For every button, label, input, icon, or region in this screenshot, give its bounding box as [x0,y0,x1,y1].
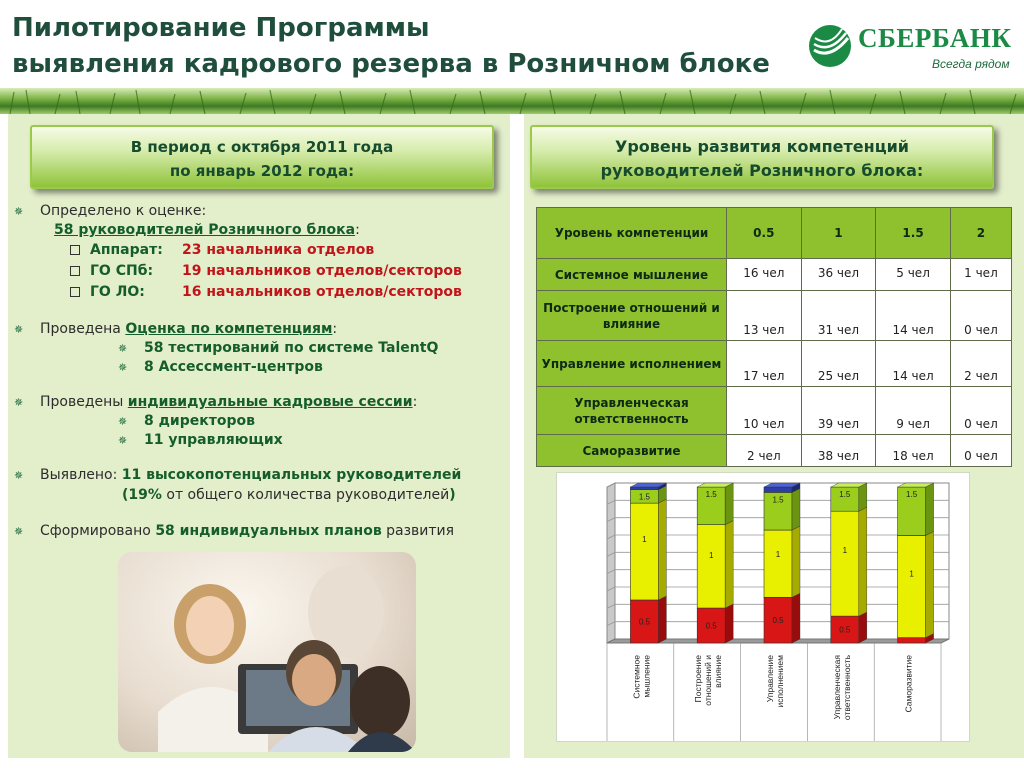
category-label: Саморазвитие [903,655,914,713]
table-row [537,341,1012,387]
table-row-label: Управленческая ответственность [537,387,727,435]
sberbank-logo [806,22,1016,82]
bullet-1-item [70,261,462,281]
bullet-4-bold: 11 высокопотенциальных руководителей [121,467,462,483]
bullet-2-item: 8 Ассессмент-центров [144,359,323,375]
bar-data-label: 0.5 [839,625,851,635]
bullet-4-line2 [122,485,456,505]
bullet-1-sub-link: 58 руководителей Розничного блока [54,222,356,238]
bar-segment-side [859,483,867,511]
bullet-4 [40,465,461,485]
category-label: Построение [693,655,704,703]
table-cell: 14 чел [876,341,951,387]
page-title-line2: выявления кадрового резерва в Розничном блоке [12,49,770,79]
bullet-1-intro: Определено к оценке: [40,203,207,219]
bar-data-label: 0.5 [772,616,784,626]
table-cell: 16 чел [727,259,802,291]
bar-segment-side [859,612,867,643]
bar-data-label: 1 [909,569,914,579]
competence-callout-line2: руководителей Розничного блока: [600,161,924,180]
bullet-4-intro: Выявлено: [40,467,122,483]
bar-segment-side [792,593,800,643]
bullet-3-item: 8 директоров [144,413,255,429]
category-label: Управление [765,655,775,703]
bar-data-label: 1.5 [772,495,784,505]
bar-data-label: 1 [842,546,848,556]
bullet-5-tail: развития [381,523,455,539]
bullet-1-item-value: 19 начальников отделов/секторов [182,263,462,279]
bullet-1-item [70,282,462,302]
page-title [12,10,772,82]
sub-bullet-icon: ✵ [118,434,128,447]
table-header-row [537,208,1012,259]
bar-data-label: 1 [775,549,781,559]
category-label: отношений и [703,655,714,706]
table-header-level: 1.5 [876,208,951,259]
bullet-3-colon: : [412,394,418,410]
bar-segment-side [658,499,666,600]
bar-segment-side [792,526,800,597]
category-label: исполнением [775,655,785,708]
competence-table [536,207,1012,467]
bar-data-label: 1.5 [705,490,717,499]
competence-callout [530,125,994,189]
table-cell: 36 чел [801,259,876,291]
bar-segment [898,638,926,643]
bar-segment [630,503,658,600]
bullet-1-sub-colon: : [355,222,360,238]
bullet-5 [40,521,454,541]
grass-banner [0,88,1024,114]
checkbox-icon [70,266,80,276]
bullet-2-link: Оценка по компетенциям [125,321,333,337]
table-header-level: 0.5 [727,208,802,259]
bar-segment-side [658,596,666,643]
bar-data-label: 1.5 [906,490,918,499]
team-photo-illustration [118,552,416,752]
checkbox-icon [70,287,80,297]
bar-segment [831,511,859,616]
table-header-level: 1 [801,208,876,259]
bar-segment [630,487,658,490]
sberbank-logo-icon [806,22,854,70]
table-row-label: Саморазвитие [537,435,727,467]
bullet-1-item-label: ГО СПб: [90,263,154,279]
bullet-1-item-value: 23 начальника отделов [182,242,375,258]
sub-bullet-icon: ✵ [118,361,128,374]
bullet-1-item-label: ГО ЛО: [90,284,145,300]
bullet-icon: ✵ [14,205,24,218]
bar-segment-side [926,531,934,637]
bar-segment-side [725,604,733,643]
table-header-level: 2 [950,208,1011,259]
bullet-2-item: 58 тестирований по системе TalentQ [144,340,439,356]
table-cell: 1 чел [950,259,1011,291]
bar-segment [764,487,792,492]
bar-data-label: 1.5 [638,492,650,502]
table-cell: 2 чел [727,435,802,467]
table-cell: 9 чел [876,387,951,435]
bullet-2-colon: : [332,321,338,337]
bullet-1-item-label: Аппарат: [90,242,163,258]
table-cell: 31 чел [801,291,876,341]
table-row [537,387,1012,435]
table-cell: 0 чел [950,291,1011,341]
checkbox-icon [70,245,80,255]
bar-segment [898,535,926,637]
category-label: Управленческая [831,655,842,720]
competence-chart [556,472,970,742]
bar-data-label: 0.5 [705,621,717,631]
logo-name: СБЕРБАНК [858,23,1012,53]
bullet-3-link: индивидуальные кадровые сессии [127,394,413,410]
bullet-4-close: ) [449,487,456,503]
page-title-line1: Пилотирование Программы [12,13,430,43]
bullet-5-intro: Сформировано [40,523,156,539]
bullet-3-intro: Проведены [40,394,128,410]
table-cell: 38 чел [801,435,876,467]
bullet-icon: ✵ [14,396,24,409]
table-cell: 0 чел [950,435,1011,467]
table-row-label: Управление исполнением [537,341,727,387]
bullet-1-sub [54,220,360,240]
table-cell: 18 чел [876,435,951,467]
bar-data-label: 0.5 [638,617,650,627]
period-callout-line1: В период с октября 2011 года [130,138,394,156]
bullet-5-bold: 58 индивидуальных планов [155,523,382,539]
category-label: Системное [631,655,642,699]
table-row [537,435,1012,467]
bullet-4-line2-text: от общего количества руководителей [161,487,450,503]
table-cell: 13 чел [727,291,802,341]
bullet-icon: ✵ [14,469,24,482]
bar-segment-side [725,521,733,608]
bullet-3-item: 11 управляющих [144,432,283,448]
period-callout-line2: по январь 2012 года: [169,162,355,180]
table-cell: 5 чел [876,259,951,291]
bar-data-label: 1 [642,534,647,544]
table-cell: 0 чел [950,387,1011,435]
bar-data-label: 1 [708,551,714,561]
bar-segment-side [859,507,867,616]
table-cell: 14 чел [876,291,951,341]
table-row-label: Построение отношений и влияние [537,291,727,341]
table-cell: 2 чел [950,341,1011,387]
category-label: влияние [713,655,724,688]
table-header-label: Уровень компетенции [537,208,727,259]
category-label: ответственность [841,655,852,721]
period-callout [30,125,494,189]
bar-segment [764,530,792,597]
bullet-1-item [70,240,374,260]
bullet-3 [40,392,417,412]
sub-bullet-icon: ✵ [118,415,128,428]
bullet-2-intro: Проведена [40,321,126,337]
bullet-icon: ✵ [14,525,24,538]
competence-chart-svg [557,473,971,743]
table-row [537,291,1012,341]
bar-segment [697,525,725,608]
table-row-label: Системное мышление [537,259,727,291]
logo-slogan: Всегда рядом [932,57,1010,71]
competence-callout-line1: Уровень развития компетенций [614,137,909,156]
bullet-icon: ✵ [14,323,24,336]
bar-segment-side [792,488,800,530]
bullet-2 [40,319,337,339]
table-cell: 39 чел [801,387,876,435]
bullet-4-percent: (19% [122,487,162,503]
team-photo [118,552,416,752]
category-label: мышление [641,655,652,698]
bar-data-label: 1.5 [839,490,851,499]
chart-side-wall [607,483,615,643]
table-cell: 10 чел [727,387,802,435]
grass-decoration [0,88,1024,114]
sub-bullet-icon: ✵ [118,342,128,355]
bar-segment-side [725,483,733,525]
bar-segment-side [926,483,934,535]
table-cell: 25 чел [801,341,876,387]
table-row [537,259,1012,291]
bullet-1-item-value: 16 начальников отделов/секторов [182,284,462,300]
table-cell: 17 чел [727,341,802,387]
